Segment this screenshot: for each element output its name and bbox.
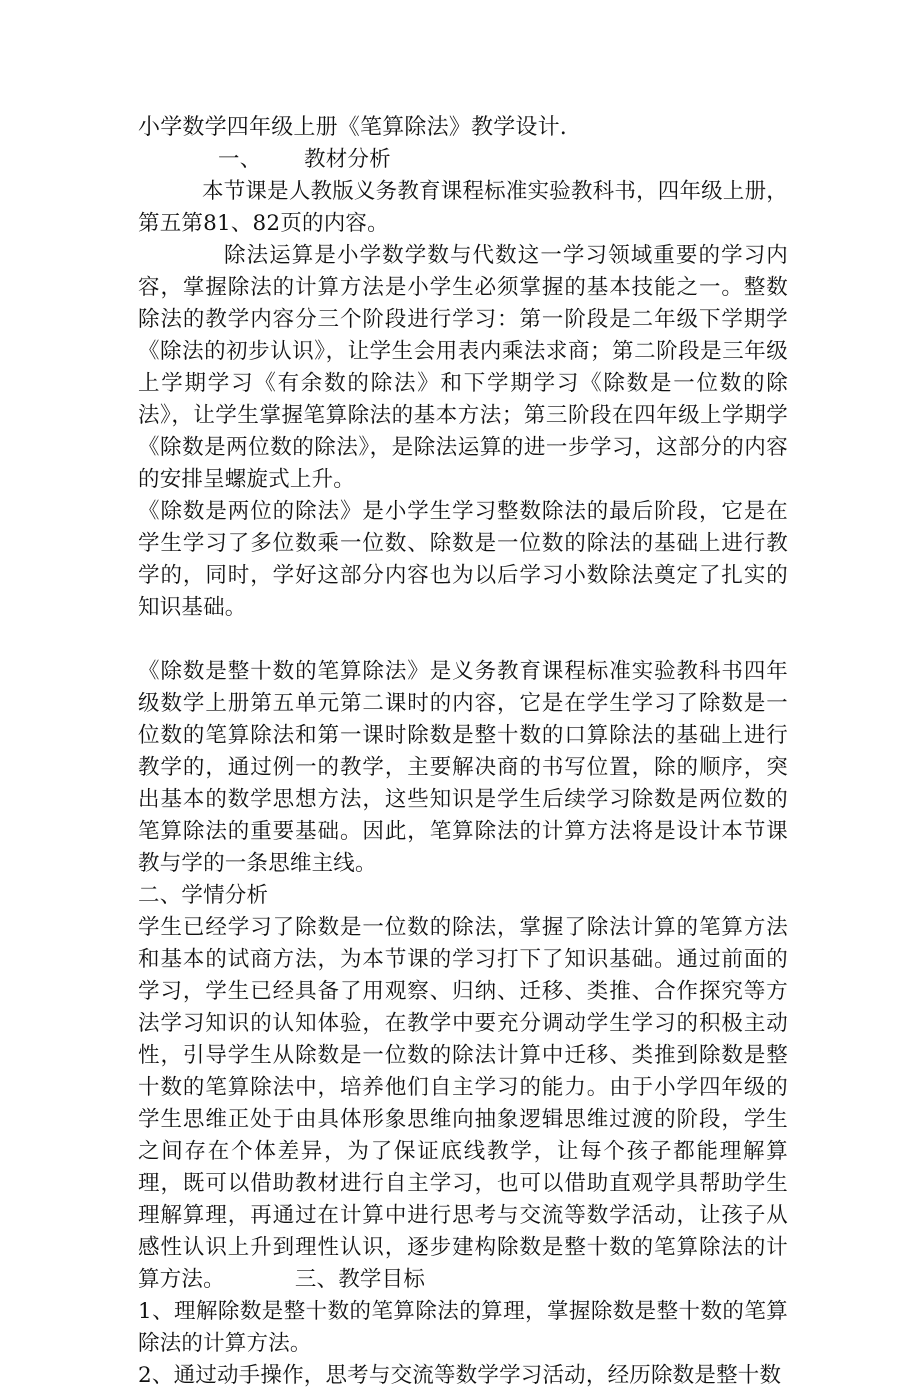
goal-item-1: 1、理解除数是整十数的笔算除法的算理，掌握除数是整十数的笔算除法的计算方法。 bbox=[138, 1299, 788, 1356]
document-body bbox=[138, 112, 788, 1392]
paragraph-division-overview: 除法运算是小学数学数与代数这一学习领域重要的学习内容，掌握除法的计算方法是小学生必须掌握的基本技能之一。整数除法的教学内容分三个阶段进行学习：第一阶段是二年级下学期学《除法的初步认识》，让学生会用表内乘法求商；第二阶段是三年级上学期学习《有余数的除法》和下学期学习《除数是一位数的除法》，让学生掌握笔算除法的基本方法；第三阶段在四年级上学期学《除数是两位数的除法》，是除法运算的进一步学习，这部分的内容的安排呈螺旋式上升。 bbox=[138, 243, 788, 492]
document-title: 小学数学四年级上册《笔算除法》教学设计. bbox=[138, 115, 567, 140]
section-heading-2: 二、学情分析 bbox=[138, 883, 269, 908]
paragraph-lesson-content: 《除数是整十数的笔算除法》是义务教育课程标准实验教科书四年级数学上册第五单元第二课时的内容，它是在学生学习了除数是一位数的笔算除法和第一课时除数是整十数的口算除法的基础上进行教学的，通过例一的教学，主要解决商的书写位置，除的顺序，突出基本的数学思想方法，这些知识是学生后续学习除数是两位数的笔算除法的重要基础。因此，笔算除法的计算方法将是设计本节课教与学的一条思维主线。 bbox=[138, 659, 788, 876]
section-heading-1 bbox=[138, 144, 788, 176]
paragraph-two-digit-divisor: 《除数是两位的除法》是小学生学习整数除法的最后阶段，它是在学生学习了多位数乘一位数、除数是一位数的除法的基础上进行教学的，同时，学好这部分内容也为以后学习小数除法奠定了扎实的知识基础。 bbox=[138, 499, 788, 620]
paragraph-spacer bbox=[138, 624, 788, 656]
paragraph-textbook-source: 本节课是人教版义务教育课程标准实验教科书，四年级上册，第五第81、82页的内容。 bbox=[138, 179, 788, 236]
section-heading-3: 三、教学目标 bbox=[294, 1267, 426, 1292]
student-analysis-text: 学生已经学习了除数是一位数的除法，掌握了除法计算的笔算方法和基本的试商方法，为本节课的学习打下了知识基础。通过前面的学习，学生已经具备了用观察、归纳、迁移、类推、合作探究等方法学习知识的认知体验，在教学中要充分调动学生学习的积极主动性，引导学生从除数是一位数的除法计算中迁移、类推到除数是整十数的笔算除法中，培养他们自主学习的能力。由于小学四年级的学生思维正处于由具体形象思维向抽象逻辑思维过渡的阶段，学生之间存在个体差异，为了保证底线教学，让每个孩子都能理解算理，既可以借助教材进行自主学习，也可以借助直观学具帮助学生理解算理，再通过在计算中进行思考与交流等数学活动，让孩子从感性认识上升到理性认识，逐步建构除数是整十数的笔算除法的计算方法。 bbox=[138, 915, 788, 1292]
section-1-title: 教材分析 bbox=[304, 147, 391, 172]
section-1-number: 一、 bbox=[218, 147, 262, 172]
paragraph-student-analysis bbox=[138, 912, 788, 1296]
goal-item-2: 2、通过动手操作，思考与交流等数学学习活动，经历除数是整十数 bbox=[138, 1363, 782, 1388]
